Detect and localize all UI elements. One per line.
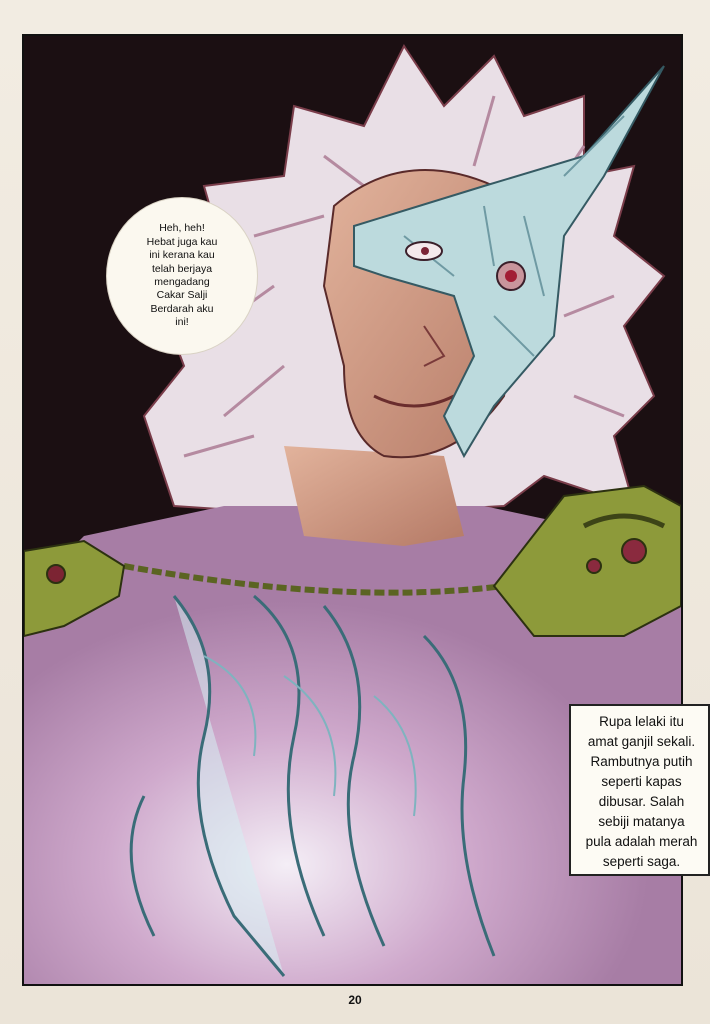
narration-caption-text: Rupa lelaki itu amat ganjil sekali. Rambutnya putih seperti kapas dibusar. Salah sebiji matanya pula adalah merah seperti saga. (585, 714, 698, 869)
speech-bubble (106, 197, 258, 355)
speech-bubble-text: Heh, heh! Hebat juga kau ini kerana kau telah berjaya mengadang Cakar Salji Berdarah aku ini! (146, 222, 218, 329)
narration-caption-box (569, 704, 710, 876)
page-number: 20 (348, 993, 362, 1007)
